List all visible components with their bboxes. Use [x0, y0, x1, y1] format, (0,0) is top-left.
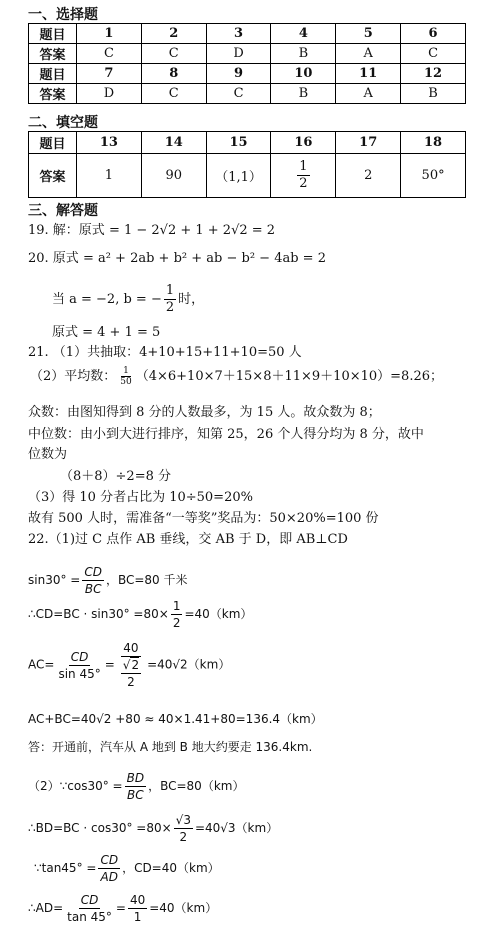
- q21-line-4: 中位数：由小到大进行排序，知第 25，26 个人得分均为 8 分，故中: [28, 427, 424, 442]
- table-cell: C: [401, 44, 466, 64]
- table-head-cell: 题目: [29, 132, 77, 154]
- table-cell: 13: [77, 132, 142, 154]
- table-row: [29, 64, 466, 84]
- q22-tan-label: ∵tan45° =: [34, 861, 97, 875]
- table-cell: C: [141, 84, 206, 104]
- fraction-numerator: CD: [70, 649, 89, 664]
- q22-sin-given: ，BC=80 千米: [105, 573, 188, 587]
- q22-line-2: [28, 564, 188, 597]
- fraction-numerator: CD: [100, 853, 119, 867]
- fraction-denominator: 2: [179, 830, 188, 844]
- fraction-denominator: 2: [172, 616, 181, 630]
- table-cell: 16: [271, 132, 336, 154]
- q22-line-9: [34, 852, 220, 885]
- q19-line: 19. 解：原式 = 1 − 2√2 + 1 + 2√2 = 2: [28, 223, 276, 238]
- table-cell: 10: [271, 64, 336, 84]
- table-cell: 50°: [401, 154, 466, 198]
- q22-line-6: 答：开通前，汽车从 A 地到 B 地大约要走 136.4km.: [28, 740, 313, 754]
- table-head-cell: 答案: [29, 154, 77, 198]
- table-cell: 2: [336, 154, 401, 198]
- table-head-cell: 题目: [29, 24, 77, 44]
- table-cell: D: [77, 84, 142, 104]
- table-cell: B: [401, 84, 466, 104]
- table-cell: 1: [77, 154, 142, 198]
- table-row: [29, 44, 466, 64]
- q22-line-10: [28, 892, 217, 925]
- table-cell-fraction: [271, 154, 336, 198]
- table-cell: 7: [77, 64, 142, 84]
- fraction-numerator: √3: [175, 813, 191, 827]
- fraction-numerator: CD: [84, 565, 102, 579]
- fraction-denominator: AD: [100, 870, 118, 884]
- table-cell: 11: [336, 64, 401, 84]
- q20-condition: 当 a = −2, b = −: [52, 292, 162, 307]
- table-cell: A: [336, 44, 401, 64]
- fraction-denominator: 1: [133, 910, 142, 924]
- q22-sin-label: sin30° =: [28, 573, 81, 587]
- table-cell: （1,1）: [206, 154, 271, 198]
- q22-ac-label: AC=: [28, 657, 55, 672]
- section-3-title: 三、解答题: [28, 203, 98, 219]
- q22-ac-eq: =: [104, 657, 115, 672]
- q22-bd-expr: ∴BD=BC · cos30° =80×: [28, 821, 172, 835]
- fraction-denominator: tan 45°: [67, 910, 112, 924]
- section-2-title: 二、填空题: [28, 115, 98, 131]
- table-cell: 8: [141, 64, 206, 84]
- table-cell: C: [77, 44, 142, 64]
- table-cell: 18: [401, 132, 466, 154]
- table-head-cell: 题目: [29, 64, 77, 84]
- fraction-denominator: BC: [127, 788, 144, 802]
- table-head-cell: 答案: [29, 44, 77, 64]
- section-1-title: 一、选择题: [28, 7, 98, 23]
- choice-answer-table: [28, 23, 466, 104]
- fraction-numerator: 1: [299, 159, 308, 174]
- q21-mean-expr: （4×6+10×7＋15×8＋11×9＋10×10）=8.26；: [135, 369, 443, 384]
- table-cell: 15: [206, 132, 271, 154]
- table-cell: 9: [206, 64, 271, 84]
- fraction-numerator: 1: [123, 366, 129, 376]
- table-cell: 6: [401, 24, 466, 44]
- fraction-denominator: 2: [165, 300, 175, 315]
- fill-answer-table: [28, 131, 466, 198]
- fraction-numerator: CD: [80, 893, 99, 907]
- table-cell: C: [141, 44, 206, 64]
- fraction-numerator: 1: [165, 283, 175, 298]
- q22-line-7: [28, 770, 244, 803]
- table-cell: B: [271, 84, 336, 104]
- fraction-denominator: [117, 657, 145, 690]
- table-cell: C: [206, 84, 271, 104]
- q22-ad-label: ∴AD=: [28, 901, 64, 915]
- sqrt-radicand: 2: [131, 658, 140, 672]
- fraction-numerator: √2: [122, 658, 140, 672]
- q22-line-8: [28, 812, 278, 845]
- q22-line-1: 22.（1)过 C 点作 AB 垂线，交 AB 于 D，即 AB⊥CD: [28, 532, 348, 547]
- q20-line-3: 原式 = 4 + 1 = 5: [52, 325, 161, 340]
- table-head-cell: 答案: [29, 84, 77, 104]
- q22-cos-given: ，BC=80（km）: [148, 779, 245, 793]
- q21-line-7: （3）得 10 分者占比为 10÷50=20%: [28, 490, 253, 505]
- q21-line-5: 位数为: [28, 447, 68, 462]
- q20-line-1: 20. 原式 = a² + 2ab + b² + ab − b² − 4ab = 2: [28, 251, 326, 266]
- table-cell: 1: [77, 24, 142, 44]
- table-cell: 3: [206, 24, 271, 44]
- fraction-denominator: 2: [127, 675, 135, 689]
- table-cell: D: [206, 44, 271, 64]
- q22-ac-result: =40√2（km）: [147, 657, 231, 672]
- q22-tan-given: ，CD=40（km）: [122, 861, 220, 875]
- q22-cd-expr: ∴CD=BC · sin30° =80×: [28, 607, 169, 621]
- q22-cd-result: =40（km）: [184, 607, 253, 621]
- fraction-denominator: 2: [299, 176, 308, 191]
- q22-line-4: [28, 640, 230, 690]
- table-cell: 12: [401, 64, 466, 84]
- q22-line-5: AC+BC=40√2 +80 ≈ 40×1.41+80=136.4（km）: [28, 712, 323, 726]
- q22-cos-label: （2）∵cos30° =: [28, 779, 123, 793]
- q20-condition-end: 时，: [178, 292, 205, 307]
- table-cell: 2: [141, 24, 206, 44]
- q21-line-6: （8＋8）÷2=8 分: [60, 469, 172, 484]
- fraction-numerator: BD: [126, 771, 145, 785]
- table-row: [29, 132, 466, 154]
- q22-line-3: [28, 598, 252, 631]
- q21-line-1: 21. （1）共抽取：4+10+15+11+10=50 人: [28, 345, 302, 360]
- q22-ad-result: =40（km）: [149, 901, 218, 915]
- fraction-numerator: 40: [123, 641, 139, 655]
- q22-bd-result: =40√3（km）: [194, 821, 279, 835]
- q22-ad-eq: =: [115, 901, 126, 915]
- table-cell: 5: [336, 24, 401, 44]
- fraction-numerator: 1: [172, 599, 181, 613]
- fraction-numerator: 40: [129, 893, 146, 907]
- q21-line-3: 众数：由图知得到 8 分的人数最多，为 15 人。故众数为 8；: [28, 405, 381, 420]
- q21-line-2: [30, 366, 443, 387]
- table-row: [29, 84, 466, 104]
- table-cell: 14: [141, 132, 206, 154]
- q20-line-2: [52, 283, 204, 316]
- table-cell: A: [336, 84, 401, 104]
- table-cell: 90: [141, 154, 206, 198]
- table-cell: 4: [271, 24, 336, 44]
- table-row: [29, 154, 466, 198]
- table-row: [29, 24, 466, 44]
- fraction-denominator: BC: [84, 582, 102, 596]
- table-cell: B: [271, 44, 336, 64]
- table-cell: 17: [336, 132, 401, 154]
- fraction-denominator: 50: [120, 377, 132, 387]
- fraction-denominator: sin 45°: [58, 666, 101, 681]
- q21-mean-label: （2）平均数：: [30, 369, 117, 384]
- q21-line-8: 故有 500 人时，需准备“一等奖”奖品为：50×20%=100 份: [28, 511, 379, 526]
